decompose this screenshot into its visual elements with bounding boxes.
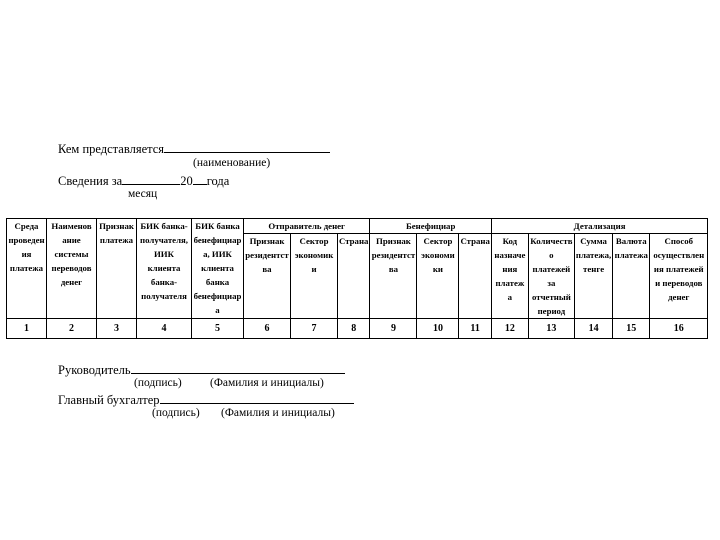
- col-header-3: Признак платежа: [97, 219, 137, 319]
- col-number: 16: [650, 319, 708, 339]
- col-number: 2: [47, 319, 97, 339]
- col-header-1: Среда проведен ия платежа: [7, 219, 47, 319]
- director-signature-caption: (подпись): [134, 377, 182, 389]
- col-header-8: Страна: [338, 234, 370, 319]
- col-header-5: БИК банка бенефициар а, ИИК клиента банка бенефициар а: [192, 219, 244, 319]
- period-label: Сведения за: [58, 174, 123, 188]
- month-caption: месяц: [128, 188, 158, 200]
- col-number: 6: [244, 319, 291, 339]
- director-label: Руководитель: [58, 363, 131, 377]
- chief-accountant-name-caption: (Фамилия и инициалы): [221, 407, 335, 419]
- col-number: 5: [192, 319, 244, 339]
- group-beneficiary: Бенефициар: [370, 219, 491, 234]
- col-number: 8: [338, 319, 370, 339]
- director-name-caption: (Фамилия и инициалы): [210, 377, 324, 389]
- col-number: 7: [291, 319, 338, 339]
- col-number: 10: [417, 319, 459, 339]
- director-line: [58, 362, 345, 378]
- col-number: 9: [370, 319, 417, 339]
- col-number: 3: [97, 319, 137, 339]
- col-header-10: Сектор экономи ки: [417, 234, 459, 319]
- year-prefix: 20: [180, 174, 193, 188]
- col-header-15: Валюта платежа: [613, 234, 650, 319]
- chief-accountant-label: Главный бухгалтер: [58, 393, 160, 407]
- col-header-11: Страна: [459, 234, 491, 319]
- submitted-by-blank[interactable]: [164, 141, 330, 153]
- col-header-12: Код назначе ния платеж а: [491, 234, 528, 319]
- col-number: 15: [613, 319, 650, 339]
- col-header-16: Способ осуществлен ия платежей и переводов денег: [650, 234, 708, 319]
- group-details: Детализация: [491, 219, 707, 234]
- col-header-6: Признак резидентст ва: [244, 234, 291, 319]
- col-number: 12: [491, 319, 528, 339]
- year-blank[interactable]: [193, 173, 207, 185]
- report-table: [6, 218, 708, 339]
- col-header-14: Сумма платежа, тенге: [574, 234, 612, 319]
- year-suffix: года: [206, 174, 230, 188]
- submitted-by-label: Кем представляется: [58, 142, 165, 156]
- col-number: 1: [7, 319, 47, 339]
- col-header-4: БИК банка- получателя, ИИК клиента банка- получателя: [137, 219, 192, 319]
- group-sender: Отправитель денег: [244, 219, 370, 234]
- col-number: 11: [459, 319, 491, 339]
- name-caption: (наименование): [193, 157, 271, 169]
- col-number: 14: [574, 319, 612, 339]
- period-line: [58, 173, 229, 189]
- director-signature-blank[interactable]: [131, 362, 345, 374]
- col-number: 4: [137, 319, 192, 339]
- submitted-by-line: [58, 141, 330, 157]
- month-blank[interactable]: [122, 173, 180, 185]
- col-number: 13: [528, 319, 574, 339]
- col-header-9: Признак резидентст ва: [370, 234, 417, 319]
- chief-accountant-signature-caption: (подпись): [152, 407, 200, 419]
- chief-accountant-signature-blank[interactable]: [160, 392, 354, 404]
- col-header-2: Наименов ание системы переводов денег: [47, 219, 97, 319]
- col-header-7: Сектор экономик и: [291, 234, 338, 319]
- chief-accountant-line: [58, 392, 354, 408]
- col-header-13: Количеств о платежей за отчетный период: [528, 234, 574, 319]
